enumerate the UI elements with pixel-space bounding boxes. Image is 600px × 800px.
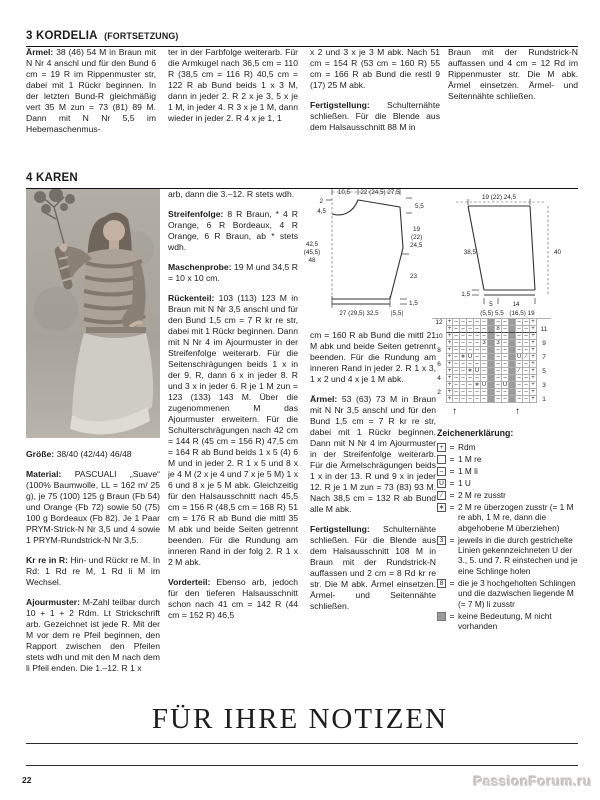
- legend-item: [437, 502, 579, 533]
- chart-cell: [488, 375, 495, 382]
- chart-cell: –: [495, 347, 502, 354]
- chart-cell: –: [474, 326, 481, 333]
- chart-row-number: [537, 347, 551, 354]
- legend-equals: =: [449, 501, 455, 512]
- chart-cell: –: [467, 375, 474, 382]
- chart-cell: –: [453, 333, 460, 340]
- kordelia-column-1: [26, 47, 156, 159]
- chart-cell: –: [516, 333, 523, 340]
- dim-cuff-b3: (5,5) 5,5: [480, 310, 504, 317]
- chart-cell: U: [467, 354, 473, 360]
- chart-row-number: [432, 382, 446, 389]
- legend-text: 1 M re: [458, 454, 482, 465]
- section-subtitle: (FORTSETZUNG): [104, 31, 179, 41]
- dim-bottom-width: 27 (29,5) 32,5: [339, 310, 379, 317]
- chart-cell: –: [460, 340, 467, 347]
- chart-cell: [509, 354, 516, 361]
- chart-cell: –: [481, 319, 488, 326]
- chart-cell: –: [474, 361, 481, 368]
- chart-cell: –: [474, 340, 481, 347]
- chart-cell: –: [495, 361, 502, 368]
- chart-cell: –: [523, 389, 530, 396]
- legend-text: 1 U: [458, 478, 471, 489]
- chart-cell: –: [460, 326, 467, 333]
- dim-length-1: 42,5: [305, 241, 319, 248]
- chart-cell: –: [495, 319, 502, 326]
- notes-title: FÜR IHRE NOTIZEN: [151, 703, 449, 735]
- legend-text: keine Bedeutung, M nicht vorhanden: [458, 610, 552, 631]
- chart-cell: –: [502, 361, 509, 368]
- chart-cell: [488, 347, 495, 354]
- chart-cell: [488, 389, 495, 396]
- dim-hem: 1,5: [409, 300, 418, 307]
- chart-row-number: 1: [542, 396, 546, 403]
- chart-cell: [488, 340, 495, 347]
- rapport-arrow-icon: ↑: [452, 406, 457, 417]
- legend-item: [437, 466, 579, 476]
- chart-cell: +: [530, 396, 537, 403]
- karen-column-1: [26, 449, 160, 711]
- chart-cell: –: [474, 347, 481, 354]
- dim-sleeve-top: 19 (22) 24,5: [482, 194, 516, 201]
- chart-cell: U: [502, 382, 508, 388]
- chart-cell: –: [481, 361, 488, 368]
- chart-cell: +: [530, 389, 537, 396]
- chart-cell: +: [447, 368, 452, 374]
- chart-cell: –: [516, 396, 523, 403]
- chart-cell: –: [460, 382, 467, 389]
- legend-item: [437, 490, 579, 500]
- paragraph: Kr re in R: Hin- und Rückr re M. In Rd: 1 Rd re M, 1 Rd li M im Wechsel.: [26, 555, 160, 587]
- chart-row-number: 9: [542, 340, 546, 347]
- dim-cuff-b1: 5: [489, 301, 493, 308]
- chart-cell: –: [502, 368, 509, 375]
- chart-cell: –: [502, 319, 509, 326]
- dim-neck-depth: 4,5: [317, 208, 326, 215]
- legend-symbol-icon: [437, 612, 446, 621]
- dim-bottom-extra: |5,5|: [390, 310, 404, 317]
- chart-cell: –: [474, 389, 481, 396]
- chart-cell: –: [502, 326, 509, 333]
- chart-cell: –: [453, 361, 460, 368]
- chart-cell: U: [481, 382, 487, 388]
- kordelia-column-4: [448, 47, 578, 159]
- chart-cell: –: [481, 389, 488, 396]
- chart-cell: [488, 354, 495, 361]
- paragraph: Vorderteil: Ebenso arb, jedoch für den tieferen Halsausschnitt schon nach 41 cm = 142 R (44 cm = 152 R) 46,5: [168, 577, 298, 620]
- paragraph: Fertigstellung: Schulternähte schließen. Für die Blende aus dem Halsausschnitt 88 M in: [310, 100, 440, 132]
- chart-row-number: [537, 389, 551, 396]
- chart-cell: [488, 368, 495, 375]
- chart-cell: –: [453, 319, 460, 326]
- chart-cell: +: [530, 382, 537, 389]
- chart-cell: –: [502, 340, 509, 347]
- chart-cell: +: [530, 375, 537, 382]
- face: [103, 220, 125, 242]
- chart-cell: –: [516, 361, 523, 368]
- chart-cell: –: [516, 347, 523, 354]
- paragraph: Größe: 38/40 (42/44) 46/48: [26, 449, 132, 459]
- rapport-arrow-icon: ↑: [515, 406, 520, 417]
- chart-cell: –: [481, 375, 488, 382]
- chart-cell: –: [474, 354, 481, 361]
- chart-cell: –: [481, 354, 488, 361]
- legend-item: [437, 578, 579, 609]
- dim-length-2: (45,5): [303, 249, 321, 256]
- legend-text: Rdm: [458, 442, 476, 453]
- chart-row-number: [432, 340, 446, 347]
- dim-neck-width: 10,5: [337, 189, 351, 196]
- chart-cell: –: [495, 396, 502, 403]
- legend-item: [437, 611, 579, 632]
- chart-cell: [488, 333, 495, 340]
- chart-cell: ∗: [460, 354, 466, 360]
- chart-row-number: [537, 333, 551, 340]
- chart-cell: –: [516, 389, 523, 396]
- legend-symbol-icon: [437, 455, 446, 464]
- chart-cell: +: [530, 354, 537, 361]
- chart-cell: [509, 396, 516, 403]
- chart-cell: –: [502, 354, 509, 361]
- legend-equals: =: [449, 577, 455, 588]
- chart-cell: –: [481, 333, 488, 340]
- chart-cell: ∕: [523, 354, 530, 361]
- chart-cell: [488, 396, 495, 403]
- chart-row-number: [432, 368, 446, 375]
- chart-cell: +: [447, 326, 452, 332]
- paragraph: Braun mit der Rundstrick-N auffassen und 4 cm = 12 Rd im Rippenmuster str. Die M abk. Ärmel einsetzen. Ärmel- und Seitennähte schließen.: [448, 47, 578, 101]
- chart-cell: –: [495, 375, 502, 382]
- dim-length-3: 48: [308, 257, 316, 264]
- karen-column-3: [310, 330, 436, 710]
- chart-cell: [509, 326, 516, 333]
- legend-equals: =: [449, 442, 455, 453]
- legend-equals: =: [449, 478, 455, 489]
- chart-cell: –: [481, 326, 488, 333]
- chart-row-number: 3: [542, 382, 546, 389]
- legend-equals: =: [449, 466, 455, 477]
- chart-cell: –: [495, 368, 502, 375]
- chart-cell: [509, 382, 516, 389]
- chart-cell: [509, 389, 516, 396]
- chart-row-number: 10: [435, 333, 443, 340]
- chart-cell: 3: [495, 340, 502, 347]
- legend-symbol-icon: ∗: [438, 503, 445, 511]
- chart-cell: –: [467, 396, 474, 403]
- chart-cell: –: [453, 396, 460, 403]
- dim-armhole-1: 19: [413, 226, 421, 233]
- chart-cell: –: [453, 382, 460, 389]
- dim-cuff-b2: 14: [512, 301, 520, 308]
- kordelia-column-3: [310, 47, 440, 159]
- section-header-kordelia: [26, 26, 578, 47]
- chart-row-number: [432, 354, 446, 361]
- chart-cell: –: [460, 333, 467, 340]
- chart-cell: 8: [495, 326, 502, 333]
- chart-row-number: 8: [437, 347, 441, 354]
- chart-cell: –: [460, 375, 467, 382]
- chart-cell: [509, 368, 516, 375]
- chart-cell: +: [447, 319, 452, 325]
- chart-row-number: [537, 319, 551, 326]
- legend-items: [437, 442, 579, 631]
- chart-cell: –: [523, 326, 530, 333]
- kordelia-column-2: [168, 47, 298, 159]
- legend-text: jeweils in die durch gestrichelte Linien gekennzeichneten U der 3., 5. und 7. R einstechen und je eine Schlinge holen: [458, 534, 578, 576]
- chart-cell: –: [467, 347, 474, 354]
- chart-cell: –: [523, 319, 530, 326]
- chart-row-number: [432, 326, 446, 333]
- dim-armhole-3: 24,5: [410, 242, 423, 249]
- dim-neck-drop: 2: [319, 198, 323, 205]
- chart-cell: +: [530, 340, 537, 347]
- paragraph: Ärmel: 38 (46) 54 M in Braun mit N Nr 4 anschl und für den Bund 6 cm = 19 R im Rippenmuster str, dabei mit 1 Rückr beginnen. In der letzten Bund-R gleichmäßig vert 35 M zun = 73 (81) 89 M. Dann mit N Nr 5,5 im Hebemaschenmus-: [26, 47, 156, 134]
- chart-cell: –: [502, 375, 509, 382]
- chart-cell: [488, 361, 495, 368]
- legend-item: [437, 454, 579, 464]
- notes-line-2: [26, 765, 578, 766]
- dim-sleeve-length-2: 40: [554, 249, 562, 256]
- chart-cell: –: [481, 347, 488, 354]
- chart-cell: –: [453, 347, 460, 354]
- chart-row-number: 11: [540, 326, 548, 333]
- legend-item: [437, 478, 579, 488]
- chart-cell: [509, 375, 516, 382]
- chart-row-number: 7: [542, 354, 546, 361]
- paragraph: cm = 160 R ab Bund die mittl 21 M abk und beide Seiten getrennt beenden. Für die Rundung am inneren Rand in jeder 2. R 1 x 3, 1 x 2 und 4 x je 1 M abk.: [310, 330, 436, 384]
- paragraph: x 2 und 3 x je 3 M abk. Nach 51 cm = 154 R (53 cm = 160 R) 55 cm = 166 R ab Bund die restl 9 (17) 25 M abk.: [310, 47, 440, 90]
- chart-row-number: [537, 375, 551, 382]
- chart-cell: +: [447, 340, 452, 346]
- chart-cell: –: [453, 375, 460, 382]
- photo-illustration: [26, 189, 160, 438]
- chart-cell: –: [495, 333, 502, 340]
- chart-cell: –: [495, 382, 502, 389]
- chart-cell: –: [467, 340, 474, 347]
- chart-cell: –: [460, 396, 467, 403]
- chart-cell: –: [516, 375, 523, 382]
- legend-symbol-icon: 8: [437, 579, 446, 588]
- chart-cell: –: [460, 319, 467, 326]
- legend-title: Zeichenerklärung:: [437, 428, 514, 438]
- chart-cell: [488, 319, 495, 326]
- chart-cell: +: [530, 319, 537, 326]
- dim-shoulder-width: 22 (24,5) 27,5: [360, 189, 400, 196]
- chart-cell: –: [516, 326, 523, 333]
- paragraph: Material: PASCUALI „Suave“ (100% Baumwolle, LL = 162 m/ 25 g), je 75 (100) 125 g Braun (Fb 54) und Orange (Fb 72) sowie 50 (75) 100 g Bordeaux (Fb 82). Je 1 Paar PRYM-Strick-N Nr 3,5 und 4 sowie 1 PRYM-Rundstrick-N Nr 3,5.: [26, 469, 160, 545]
- dim-cuff-b4: (16,5) 19: [509, 310, 535, 317]
- chart-row-number: 2: [437, 389, 441, 396]
- legend-item: [437, 442, 579, 452]
- legend-text: 2 M re zusstr: [458, 490, 506, 501]
- chart-cell: ∗: [474, 382, 480, 388]
- notes-line-1: [26, 743, 578, 744]
- schematic-body: [296, 186, 438, 326]
- legend-symbol-icon: U: [437, 479, 446, 488]
- legend-equals: =: [449, 490, 455, 501]
- chart-cell: [509, 333, 516, 340]
- legend-symbol-icon: 3: [437, 536, 446, 545]
- chart-cell: –: [453, 340, 460, 347]
- paragraph: Rückenteil: 103 (113) 123 M in Braun mit N Nr 3,5 anschl und für den Bund 1,5 cm = 7 R kr re str, dabei mit 1 Rückr beginnen. Dann mit N Nr 4 im Ajourmuster in der Streifenfolge weiterarb. Für die Seitenschrägungen beids 1 x in der 9. R, dann 6 x in jeder 8. R und 3 x in jeder 6. R je 1 M zun = 123 (133) 143 M. Über die zugenommenen M das Ajourmuster erweitern. Für die Schulterschrägungen nach 42 cm = 144 R (45 cm = 156 R) 47,5 cm = 164 R ab Bund beids 1 x 5 (4) 6 M und in jeder 2. R 1 x 5 und 8 x je 4 M (2 x je 4 und 7 x je 5 M) 1 x 6 und 8 x je 5 M abk. Gleichzeitig für den Halsausschnitt nach 45,5 cm = 156 R (48,5 cm = 168 R) 51 cm = 176 R ab Bund die mittl 35 M abk und beide Seiten getrennt beenden. Für die Rundung am inneren Rand in der folg 2. R 1 x 2 M abk.: [168, 293, 298, 567]
- chart-cell: [509, 347, 516, 354]
- chart-cell: –: [460, 361, 467, 368]
- chart-cell: +: [530, 361, 537, 368]
- chart-cell: [488, 326, 495, 333]
- legend-text: 2 M re überzogen zusstr (= 1 M re abh, 1 M re, dann die abgehobene M überziehen): [458, 501, 574, 533]
- chart-cell: [488, 382, 495, 389]
- chart-cell: –: [523, 361, 530, 368]
- dim-armhole-2: (22): [411, 234, 423, 241]
- schematic-sleeve: [436, 192, 578, 324]
- chart-cell: +: [447, 333, 452, 339]
- chart-cell: U: [474, 368, 480, 374]
- chart-cell: +: [447, 361, 452, 367]
- chart-cell: –: [467, 361, 474, 368]
- chart-row-number: 4: [437, 375, 441, 382]
- chart-cell: –: [502, 347, 509, 354]
- chart-cell: –: [523, 368, 530, 375]
- paragraph: Maschenprobe: 19 M und 34,5 R = 10 x 10 cm.: [168, 262, 298, 283]
- chart-row-number: 12: [435, 319, 443, 326]
- chart-cell: –: [467, 382, 474, 389]
- chart-cell: +: [447, 389, 452, 395]
- chart-row-number: 5: [542, 368, 546, 375]
- section-title: 4 KAREN: [26, 172, 78, 184]
- chart-cell: +: [447, 375, 452, 381]
- chart-cell: +: [447, 354, 452, 360]
- chart-cell: ∗: [467, 368, 473, 374]
- chart-cell: +: [447, 382, 452, 388]
- stitch-chart-grid: [432, 318, 551, 403]
- chart-row-number: 6: [437, 361, 441, 368]
- legend-symbol-icon: ∕: [437, 491, 446, 500]
- paragraph: ter in der Farbfolge weiterarb. Für die Armkugel nach 36,5 cm = 110 R (38,5 cm = 116 R) 40,5 cm = 122 R ab Bund beids 1 x 3 M, dann in jeder 2. R 2 x je 3, 5 x je 1 M, in jeder 4. R 3 x je 1 M, dann wieder in jeder 2. R 4 x je 1, 1: [168, 47, 298, 123]
- chart-cell: –: [495, 354, 502, 361]
- chart-cell: –: [523, 382, 530, 389]
- chart-cell: –: [523, 375, 530, 382]
- legend-item: [437, 535, 579, 577]
- chart-cell: +: [530, 333, 537, 340]
- chart-cell: –: [460, 368, 467, 375]
- chart-row-number: [537, 361, 551, 368]
- chart-cell: –: [523, 340, 530, 347]
- dim-cuff: 1,5: [461, 291, 470, 298]
- legend-symbol-icon: +: [437, 443, 446, 452]
- chart-cell: –: [460, 389, 467, 396]
- chart-cell: –: [453, 354, 460, 361]
- legend-equals: =: [449, 610, 455, 621]
- symbol-legend: [437, 428, 579, 633]
- paragraph: arb, dann die 3.–12. R stets wdh.: [168, 189, 295, 199]
- chart-cell: –: [474, 319, 481, 326]
- chart-cell: ∕: [516, 368, 523, 375]
- chart-cell: –: [516, 319, 523, 326]
- chart-cell: –: [516, 340, 523, 347]
- chart-cell: U: [516, 354, 522, 360]
- legend-text: die je 3 hochgeholten Schlingen und die dazwischen liegende M (= 7 M) li zusstr: [458, 577, 576, 609]
- chart-cell: –: [474, 375, 481, 382]
- chart-cell: +: [530, 347, 537, 354]
- karen-column-2: [168, 189, 298, 705]
- chart-cell: –: [481, 396, 488, 403]
- chart-cell: –: [467, 389, 474, 396]
- dim-shoulder-slope: 5,5: [415, 203, 424, 210]
- chart-cell: –: [453, 368, 460, 375]
- chart-cell: –: [502, 389, 509, 396]
- legend-equals: =: [449, 534, 455, 545]
- chart-row-number: [432, 396, 446, 403]
- legend-text: 1 M li: [458, 466, 478, 477]
- chart-cell: [509, 319, 516, 326]
- chart-cell: –: [502, 333, 509, 340]
- chart-cell: –: [453, 326, 460, 333]
- dim-sleeve-length-1: 38,5: [463, 249, 476, 256]
- chart-cell: +: [530, 368, 537, 375]
- chart-cell: –: [460, 347, 467, 354]
- chart-cell: –: [516, 382, 523, 389]
- chart-cell: –: [481, 368, 488, 375]
- chart-cell: –: [523, 333, 530, 340]
- chart-cell: –: [467, 326, 474, 333]
- chart-cell: +: [447, 347, 452, 353]
- legend-equals: =: [449, 454, 455, 465]
- chart-cell: –: [495, 389, 502, 396]
- chart-cell: 3: [481, 340, 488, 347]
- chart-cell: –: [523, 396, 530, 403]
- paragraph: Fertigstellung: Schulternähte schließen. Für die Blende aus dem Halsausschnitt 108 M in Braun mit der Rundstrick-N auffassen und 2 cm = 8 Rd kr re str. Die M abk. Ärmel einsetzen. Ärmel- und Seitennähte schließen.: [310, 524, 436, 611]
- chart-cell: [509, 340, 516, 347]
- chart-cell: –: [523, 347, 530, 354]
- watermark: PassionForum.ru: [473, 774, 592, 789]
- section-title: 3 KORDELIA: [26, 30, 98, 42]
- chart-cell: +: [447, 396, 452, 402]
- dim-side-length: 23: [410, 273, 418, 280]
- chart-cell: –: [474, 333, 481, 340]
- paragraph: Ärmel: 53 (63) 73 M in Braun mit N Nr 3,5 anschl und für den Bund 1,5 cm = 7 R kr re str, dabei mit 1 Rückr beginnen. Dann mit N Nr 4 im Ajourmuster in der Streifenfolge weiterarb. Für die Ärmelschrägungen beids 1 x in der 13. R und 9 x in jeder 12. R je 1 M zun = 73 (83) 93 M. Nach 38,5 cm = 132 R ab Bund alle M abk.: [310, 394, 436, 514]
- paragraph: Streifenfolge: 8 R Braun, * 4 R Orange, 6 R Bordeaux, 4 R Orange, 6 R Braun, ab * stets wdh.: [168, 209, 298, 252]
- model-photo: [26, 189, 160, 438]
- chart-cell: [509, 361, 516, 368]
- chart-cell: –: [467, 333, 474, 340]
- legend-symbol-icon: –: [437, 467, 446, 476]
- paragraph: Ajourmuster: M-Zahl teilbar durch 10 + 1 + 2 Rdm. Lt Strickschrift arb. Gezeichnet ist jede R. Mit der M vor dem re Pfeil beginnen, den Rapport zwischen den Pfeilen stets wdh und mit den M nach dem li Pfeil enden. Die 1.–12. R 1 x: [26, 597, 160, 673]
- chart-cell: –: [474, 396, 481, 403]
- chart-cell: –: [502, 396, 509, 403]
- page-number: 22: [22, 775, 32, 785]
- chart-cell: +: [530, 326, 537, 333]
- stitch-chart: [432, 318, 552, 422]
- chart-cell: –: [453, 389, 460, 396]
- chart-cell: –: [467, 319, 474, 326]
